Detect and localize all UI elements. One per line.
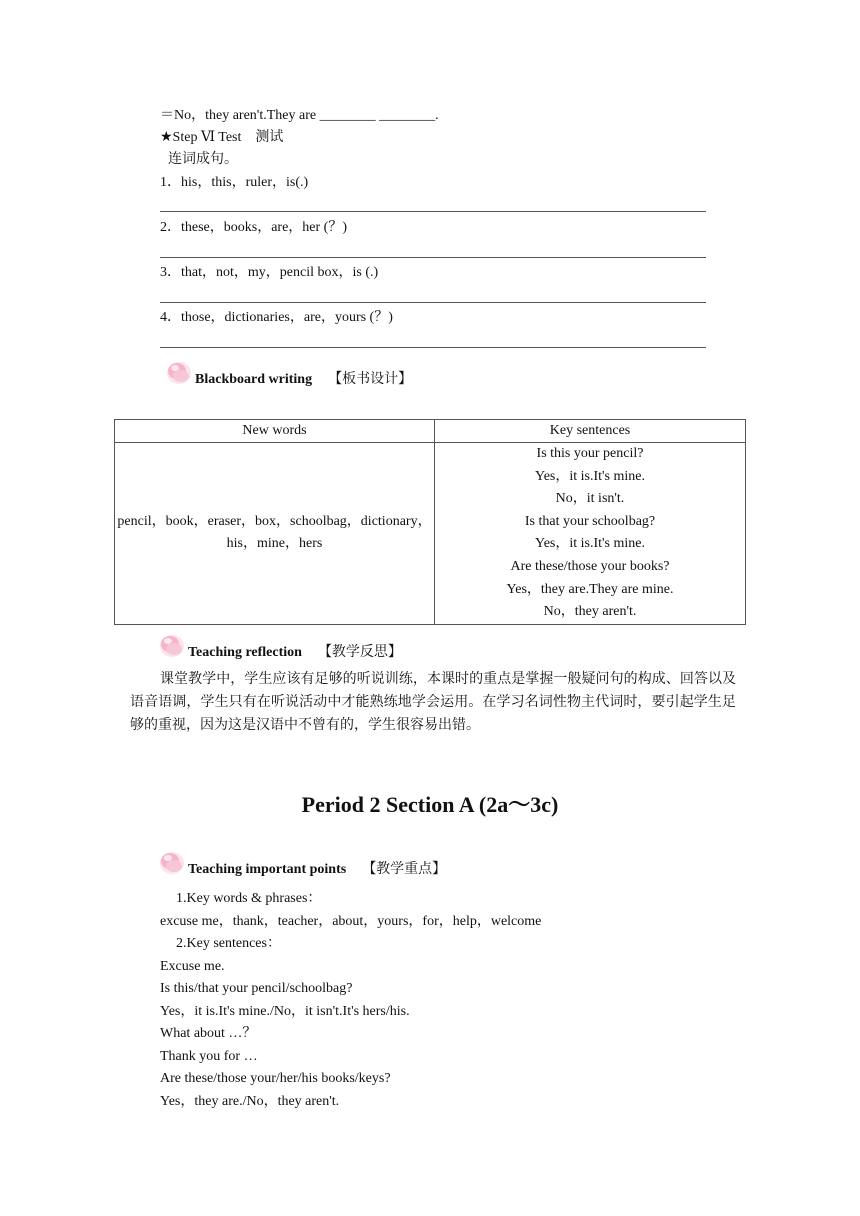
key-sentence: Yes，it is.It's mine.: [534, 536, 645, 552]
step-heading: ★Step Ⅵ Test 测试: [160, 130, 284, 145]
reflection-heading: [158, 631, 402, 661]
flower-bullet-icon: [165, 358, 195, 388]
important-points-heading: [158, 848, 446, 878]
key-sentences-label: 2.Key sentences：: [176, 936, 281, 951]
reflection-paragraph: 课堂教学中，学生应该有足够的听说训练，本课时的重点是掌握一般疑问句的构成、回答以及语音语调，学生只有在听说活动中才能熟练地学会运用。在学习名词性物主代词时，要引起学生足够的重视，因为这是汉语中不曾有的，学生很容易出错。: [130, 672, 736, 733]
col-header-new-words: New words: [115, 420, 435, 443]
key-words-label: 1.Key words & phrases：: [176, 891, 322, 906]
blackboard-table: [114, 419, 746, 625]
new-words-line-1: pencil，book，eraser，box，schoolbag，dictionary，: [117, 514, 432, 530]
instruction: 连词成句。: [168, 152, 238, 167]
key-sentence: Are these/those your books?: [510, 558, 670, 574]
key-sentence-line: Is this/that your pencil/schoolbag?: [160, 981, 353, 996]
key-words: excuse me，thank，teacher，about，yours，for，help，welcome: [160, 914, 542, 929]
test-item-1: 1．his，this，ruler，is(.): [160, 175, 309, 190]
key-sentence: Yes，they are.They are mine.: [506, 581, 674, 597]
test-item-4: 4．those，dictionaries，are，yours (？): [160, 310, 393, 325]
answer-line-1[interactable]: [160, 211, 706, 212]
key-sentence-line: Are these/those your/her/his books/keys?: [160, 1071, 391, 1086]
flower-bullet-icon: [158, 631, 188, 661]
key-sentences-cell: [435, 443, 746, 625]
key-sentence: Is this your pencil?: [536, 446, 644, 461]
key-sentence: Is that your schoolbag?: [524, 513, 656, 529]
new-words-line-2: his，mine，hers: [226, 536, 323, 552]
key-sentence-line: Thank you for …: [160, 1049, 258, 1064]
key-sentence-line: Excuse me.: [160, 959, 225, 974]
period-title: Period 2 Section A (2a～3c): [301, 792, 559, 817]
key-sentence-line: Yes，it is.It's mine./No，it isn't.It's hers/his.: [160, 1004, 410, 1019]
answer-line-3[interactable]: [160, 302, 706, 303]
key-sentence-line: What about …？: [160, 1026, 257, 1041]
important-points-heading-cn: 【教学重点】: [362, 862, 447, 877]
key-sentence: Yes，it is.It's mine.: [534, 468, 645, 484]
key-sentence-line: Yes，they are./No，they aren't.: [160, 1094, 340, 1109]
new-words-cell: [115, 443, 435, 625]
flower-bullet-icon: [158, 848, 188, 878]
key-sentence: No，they aren't.: [543, 604, 637, 620]
key-sentence: No，it isn't.: [555, 491, 625, 507]
blackboard-heading-cn: 【板书设计】: [328, 372, 413, 387]
test-item-3: 3．that，not，my，pencil box，is (.): [160, 265, 379, 280]
answer-line-2[interactable]: [160, 257, 706, 258]
answer-line-4[interactable]: [160, 347, 706, 348]
blackboard-heading-en: Blackboard writing: [195, 372, 313, 387]
test-item-2: 2．these，books，are，her (？): [160, 220, 348, 235]
col-header-key-sentences: Key sentences: [435, 420, 746, 443]
important-points-heading-en: Teaching important points: [188, 862, 347, 877]
reflection-heading-en: Teaching reflection: [188, 645, 302, 660]
answer-blank-line: ＝No，they aren't.They are ________ ________.: [160, 108, 439, 123]
blackboard-heading: [165, 358, 412, 388]
reflection-heading-cn: 【教学反思】: [317, 645, 402, 660]
